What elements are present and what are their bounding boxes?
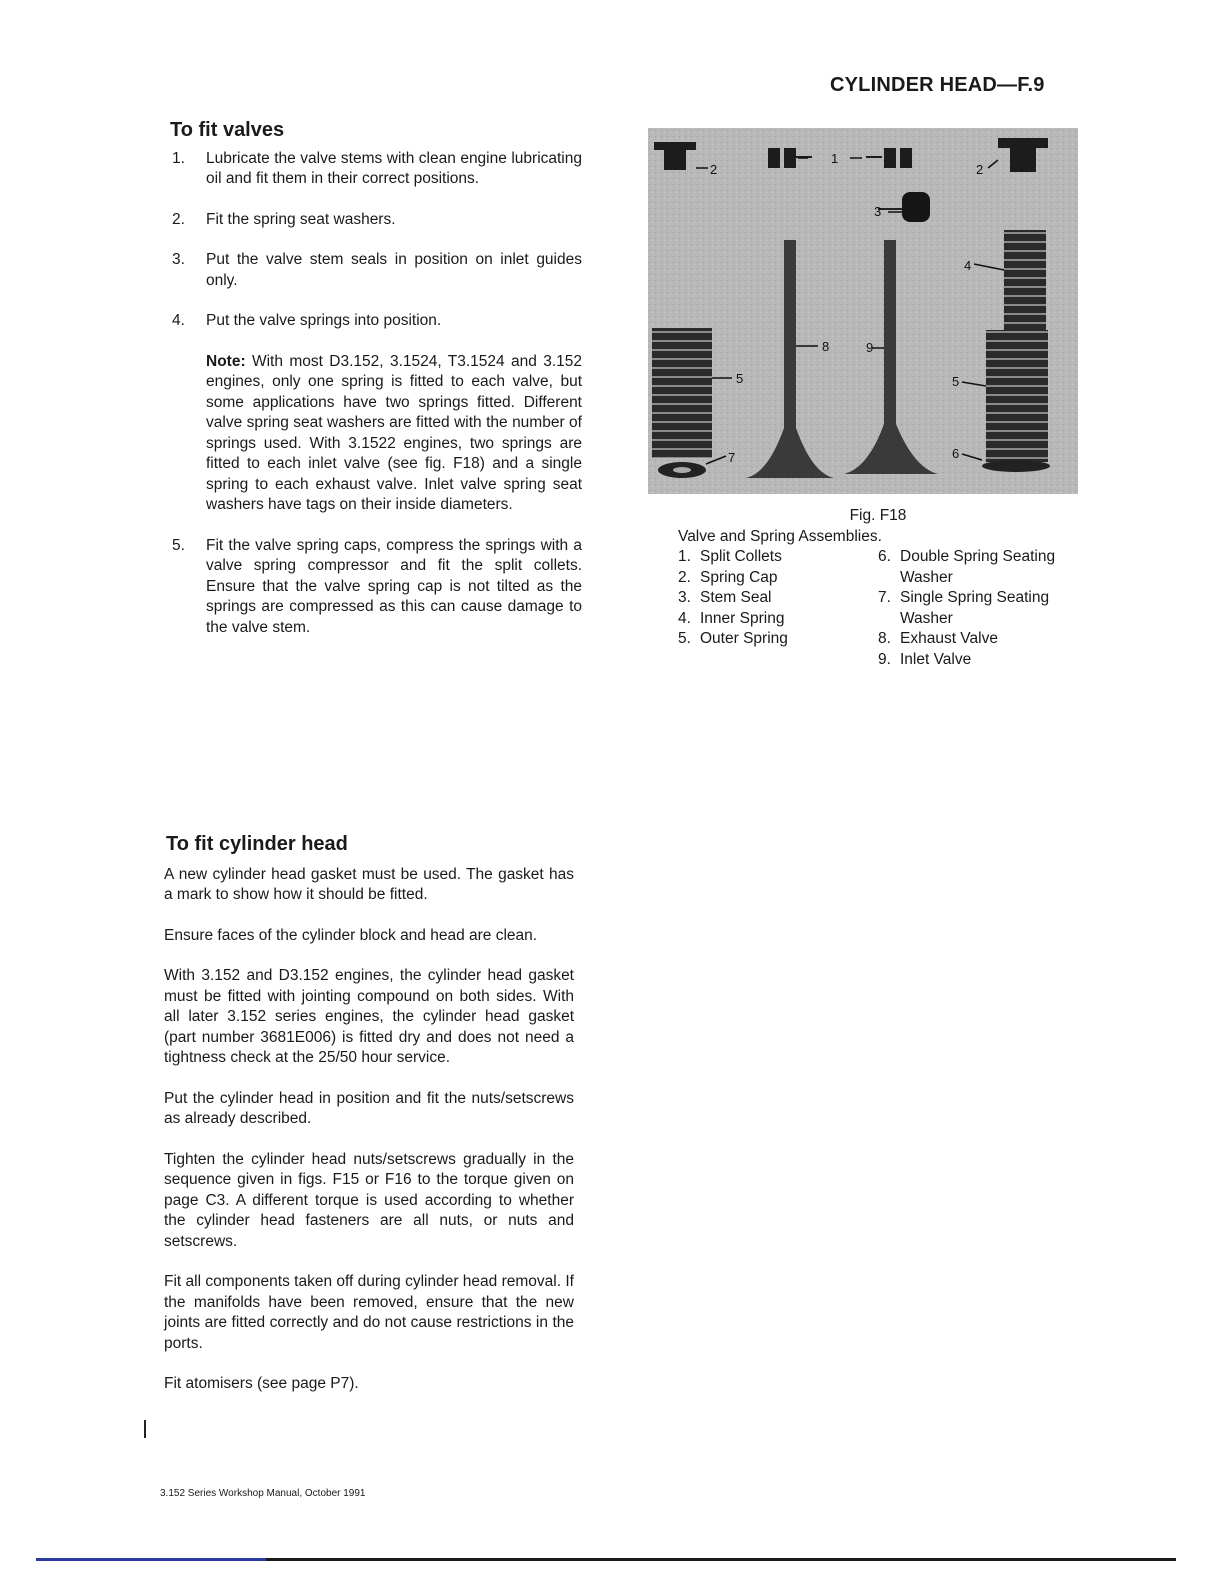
valve-spring-photo xyxy=(648,128,1078,494)
outer-spring-right xyxy=(986,330,1048,462)
step-number: 4. xyxy=(172,312,185,329)
note-label: Note: xyxy=(206,352,246,370)
note-text: With most D3.152, 3.1524, T3.1524 and 3.152 engines, only one spring is fitted to each valve, but some applications have two springs fitted. Different valve spring seat washers are fitted with the number of springs used. With 3.1522 engines, two springs are fitted to each inlet valve (see fig. F18) and a single spring to each exhaust valve. Inlet valve spring seat washers have tags on their inside diameters. xyxy=(206,352,582,513)
page-footer: 3.152 Series Workshop Manual, October 1991 xyxy=(160,1488,366,1499)
figure-legend xyxy=(678,547,1098,670)
outer-spring-left xyxy=(652,328,712,458)
paragraph: Fit all components taken off during cylinder head removal. If the manifolds have been removed, ensure that the new joints are fitted correctly and do not cause restrictions in the ports. xyxy=(164,1273,574,1352)
paragraph: With 3.152 and D3.152 engines, the cylinder head gasket must be fitted with jointing compound on both sides. With all later 3.152 series engines, the cylinder head gasket (part number 3681E006) is fitted dry and does not need a tightness check at the 25/50 hour service. xyxy=(164,967,574,1066)
step-item xyxy=(160,311,590,332)
legend-item: 1. Split Collets xyxy=(678,548,782,565)
step-item xyxy=(160,149,590,190)
step-text: Fit the spring seat washers. xyxy=(206,210,396,228)
paragraph: Fit atomisers (see page P7). xyxy=(164,1375,359,1392)
callout-3: 3 xyxy=(874,204,882,219)
legend-item: 6. Double Spring Seating Washer xyxy=(878,548,1056,586)
bottom-rule-accent xyxy=(36,1558,266,1561)
fit-valves-steps xyxy=(160,149,590,332)
stem-seal xyxy=(902,192,930,222)
callout-7: 7 xyxy=(728,450,736,465)
callout-2-right: 2 xyxy=(976,162,984,177)
step-text: Put the valve stem seals in position on inlet guides only. xyxy=(206,251,582,289)
step-text: Fit the valve spring caps, compress the springs with a valve spring compressor and fit the split collets. Ensure that the valve spring cap is not tilted as the springs are compressed as this can cause damage to the valve stem. xyxy=(206,536,582,636)
step-item xyxy=(160,210,590,231)
legend-item: 3. Stem Seal xyxy=(678,589,772,606)
paragraph: A new cylinder head gasket must be used. The gasket has a mark to show how it should be fitted. xyxy=(164,865,574,903)
figure-title: Valve and Spring Assemblies. xyxy=(678,527,882,545)
paragraph: Put the cylinder head in position and fit the nuts/setscrews as already described. xyxy=(164,1089,574,1127)
callout-8: 8 xyxy=(822,339,830,354)
inner-spring xyxy=(1004,230,1046,330)
step-number: 5. xyxy=(172,536,185,554)
legend-column-right xyxy=(878,547,1098,670)
fit-valves-heading: To fit valves xyxy=(170,119,285,141)
callout-2-left: 2 xyxy=(710,162,718,177)
figure-label: Fig. F18 xyxy=(849,507,907,524)
legend-item: 8. Exhaust Valve xyxy=(878,630,998,647)
callout-1: 1 xyxy=(831,151,839,166)
step-text: Put the valve springs into position. xyxy=(206,312,442,329)
callout-5-left: 5 xyxy=(736,371,744,386)
fit-cylinder-head-section xyxy=(156,834,586,1415)
legend-item: 4. Inner Spring xyxy=(678,609,785,627)
change-bar xyxy=(144,1420,146,1438)
callout-5-right: 5 xyxy=(952,374,960,389)
legend-item: 5. Outer Spring xyxy=(678,630,788,647)
page-header-title: CYLINDER HEAD—F.9 xyxy=(830,74,1045,96)
step-number: 1. xyxy=(172,149,185,167)
step-item xyxy=(160,536,590,639)
legend-column-left xyxy=(678,547,878,670)
paragraph: Tighten the cylinder head nuts/setscrews gradually in the sequence given in figs. F15 or F16 to the torque given on page C3. A different torque is used according to whether the cylinder head fasteners are all nuts, or nuts and setscrews. xyxy=(164,1150,574,1250)
step-item xyxy=(160,250,590,291)
step-number: 2. xyxy=(172,210,185,228)
fit-valves-section xyxy=(160,120,590,658)
legend-item: 9. Inlet Valve xyxy=(878,650,972,668)
step-number: 3. xyxy=(172,251,185,268)
paragraph: Ensure faces of the cylinder block and head are clean. xyxy=(164,926,538,944)
callout-9: 9 xyxy=(866,340,874,355)
fit-valves-steps-continued xyxy=(160,536,590,639)
callout-4: 4 xyxy=(964,258,972,273)
step-text: Lubricate the valve stems with clean engine lubricating oil and fit them in their correct positions. xyxy=(206,149,582,187)
figure-caption xyxy=(678,506,1098,670)
legend-item: 7. Single Spring Seating Washer xyxy=(878,589,1050,627)
note-paragraph xyxy=(160,352,582,516)
fit-cylinder-head-heading: To fit cylinder head xyxy=(166,833,348,855)
legend-item: 2. Spring Cap xyxy=(678,568,778,586)
double-spring-seating-washer xyxy=(982,460,1050,472)
callout-6: 6 xyxy=(952,446,960,461)
